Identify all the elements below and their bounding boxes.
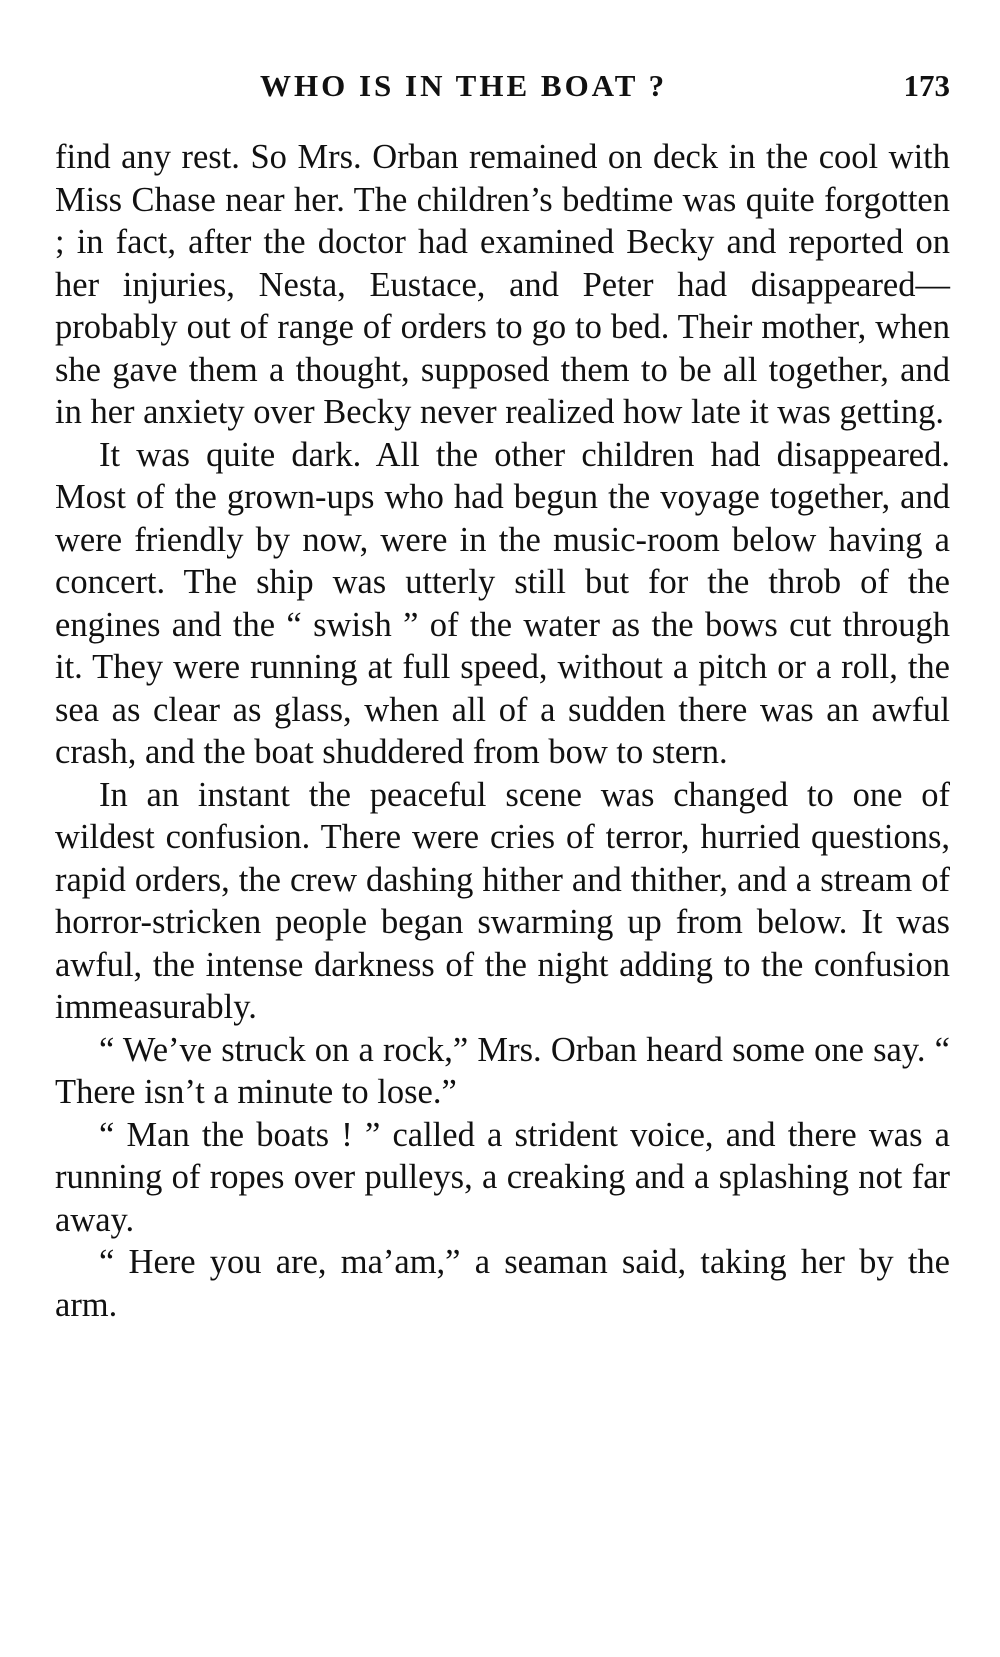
paragraph-1: find any rest. So Mrs. Orban remained on deck in the cool with Miss Chase near her. The children’s bedtime was quite forgotten ; in fact, after the doctor had examined Becky and reported on her injuries, Nesta, Eustace, and Peter had disappeared— probably out of range of orders to go to bed. Their mother, when she gave them a thought, supposed them to be all together, and in her anxiety over Becky never realized how late it was getting. — [55, 138, 950, 431]
running-title: WHO IS IN THE BOAT ? — [260, 68, 668, 103]
page-header — [55, 0, 950, 112]
body-text — [55, 136, 950, 1326]
book-page — [55, 0, 950, 1326]
paragraph-6: “ Here you are, ma’am,” a seaman said, taking her by the arm. — [55, 1243, 950, 1324]
page-number: 173 — [903, 68, 950, 103]
paragraph-3: In an instant the peaceful scene was changed to one of wildest confusion. There were cries of terror, hurried questions, rapid orders, the crew dashing hither and thither, and a stream of horror-stricken people began swarming up from below. It was awful, the intense darkness of the night adding to the confusion immeasurably. — [55, 775, 950, 1026]
paragraph-5: “ Man the boats ! ” called a strident voice, and there was a running of ropes over pulleys, a creaking and a splashing not far away. — [55, 1115, 950, 1239]
paragraph-4: “ We’ve struck on a rock,” Mrs. Orban heard some one say. “ There isn’t a minute to lose.” — [55, 1030, 950, 1111]
paragraph-2: It was quite dark. All the other children had disappeared. Most of the grown-ups who had begun the voyage together, and were friendly by now, were in the music-room below having a concert. The ship was utterly still but for the throb of the engines and the “ swish ” of the water as the bows cut through it. They were running at full speed, without a pitch or a roll, the sea as clear as glass, when all of a sudden there was an awful crash, and the boat shuddered from bow to stern. — [55, 435, 950, 771]
